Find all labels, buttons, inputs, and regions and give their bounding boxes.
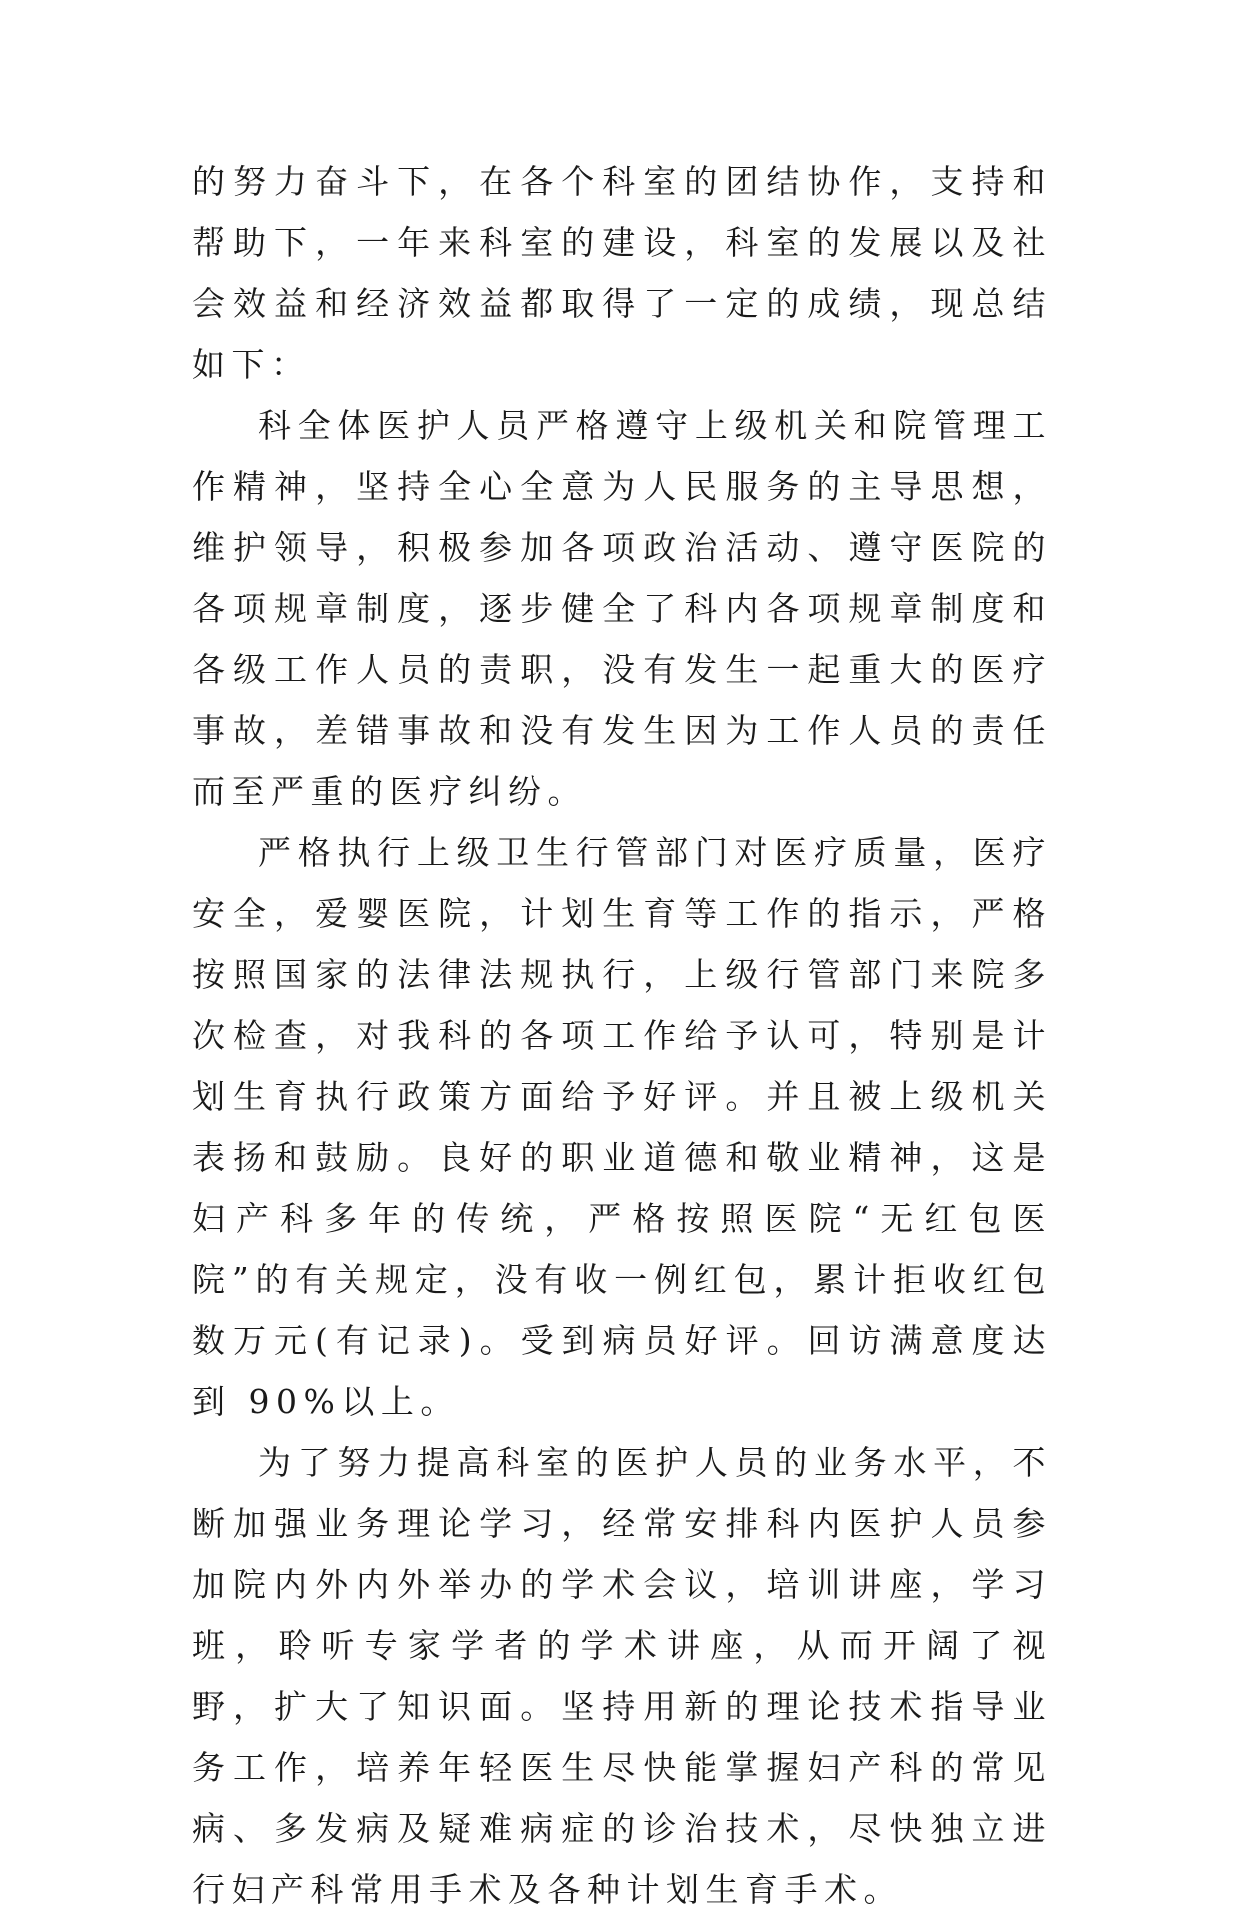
paragraph-regulations: 严格执行上级卫生行管部门对医疗质量，医疗安全，爱婴医院，计划生育等工作的指示，严格按照国家的法律法规执行，上级行管部门来院多次检查，对我科的各项工作给予认可，特别是计划生育执行政策方面给予好评。并且被上级机关表扬和鼓励。良好的职业道德和敬业精神，这是妇产科多年的传统，严格按照医院“无红包医院”的有关规定，没有收一例红包，累计拒收红包数万元(有记录)。受到病员好评。回访满意度达到 90%以上。 bbox=[192, 833, 1052, 1421]
paragraph-training: 为了努力提高科室的医护人员的业务水平，不断加强业务理论学习，经常安排科内医护人员参加院内外内外举办的学术会议，培训讲座，学习班，聆听专家学者的学术讲座，从而开阔了视野，扩大了知识面。坚持用新的理论技术指导业务工作，培养年轻医生尽快能掌握妇产科的常见病、多发病及疑难病症的诊治技术，尽快独立进行妇产科常用手术及各种计划生育手术。 bbox=[192, 1443, 1052, 1909]
paragraph-discipline: 科全体医护人员严格遵守上级机关和院管理工作精神，坚持全心全意为人民服务的主导思想，维护领导，积极参加各项政治活动、遵守医院的各项规章制度，逐步健全了科内各项规章制度和各级工作人员的责职，没有发生一起重大的医疗事故，差错事故和没有发生因为工作人员的责任而至严重的医疗纠纷。 bbox=[192, 406, 1052, 811]
paragraph-continuation: 的努力奋斗下，在各个科室的团结协作，支持和帮助下，一年来科室的建设，科室的发展以及社会效益和经济效益都取得了一定的成绩，现总结如下： bbox=[192, 162, 1052, 384]
document-body bbox=[192, 151, 1052, 1920]
